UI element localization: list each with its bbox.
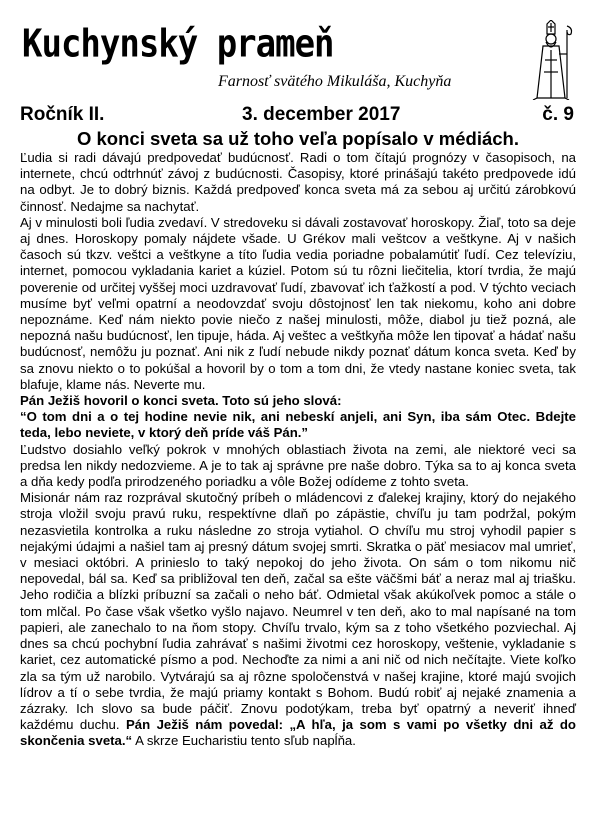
masthead-subtitle: Farnosť svätého Mikuláša, Kuchyňa	[218, 73, 452, 90]
quote: “O tom dni a o tej hodine nevie nik, ani nebeskí anjeli, ani Syn, iba sám Otec. Bdejte teda, lebo neviete, v ktorý deň príde váš Pán.”	[20, 409, 576, 441]
article-headline: O konci sveta sa už toho veľa popísalo v médiách.	[76, 128, 519, 149]
issue-volume: Ročník II.	[20, 104, 105, 125]
issue-info	[20, 104, 574, 126]
saint-nicholas-icon	[527, 20, 575, 100]
paragraph-bold: Pán Ježiš hovoril o konci sveta. Toto sú jeho slová:	[20, 393, 342, 409]
paragraph: Ľudstvo dosiahlo veľký pokrok v mnohých oblastiach života na zemi, ale niektoré veci sa predsa len nikdy nedozvieme. A je to tak aj správne pre naše dobro. Týka sa to aj konca sveta a dňa kedy podľa prirodzeného poriadku a vôle Božej odídeme z tohto sveta.	[20, 441, 576, 490]
paragraph	[20, 490, 576, 749]
masthead-title: Kuchynský prameň	[22, 22, 334, 67]
article-body	[20, 150, 576, 750]
closing-quote: Pán Ježiš nám povedal: „A hľa, ja som s vami po všetky dni až do skončenia sveta.“	[20, 717, 576, 749]
issue-date: 3. december 2017	[242, 104, 401, 125]
paragraph: Aj v minulosti boli ľudia zvedaví. V stredoveku si dávali zostavovať horoskopy. Žiaľ, toto sa deje aj dnes. Horoskopy pomaly nájdete všade. U Grékov mali veštcov a veštkyne. Aj v našich časoch sú tkzv. veštci a veštkyne a títo ľudia vedia poriadne pobalamútiť ľudí. Cez televíziu, internet, pomocou vykladania kariet a kúziel. Potom sú tu rôzni liečitelia, ktorí tvrdia, že majú poverenie od určitej vyššej moci uzdravovať ľudí, zbavovať ich ťažkostí a pod. V týchto veciach musíme byť veľmi opatrní a neodovzdať svoju dôstojnosť len tak niekomu, koho ani dobre nepoznáme. Keď nám niekto povie niečo z našej minulosti, môže, diabol ju tiež pozná, ale nepozná našu budúcnosť, len tipuje, háda. Aj veštec a veštkyňa môže len tipovať a hádať našu budúcnosť, nemôžu ju poznať. Ani nik z ľudí nebude nikdy poznať dátum konca sveta. Keď by sa znovu niekto o to pokúšal a hovoril by o tom a tom dni, že vtedy nastane koniec sveta, tak blafuje, klame nás. Neverte mu.	[20, 214, 576, 392]
issue-number: č. 9	[542, 104, 574, 125]
paragraph-text: Misionár nám raz rozprával skutočný príbeh o mládencovi z ďalekej krajiny, ktorý do nejakého stroja vložil svoju pravú ruku, respektívne dlaň po zápästie, chvíľu ju tam podržal, pokým nezasvietila kontrolka a ruku následne zo stroja vytiahol. O chvíľu mu stroj vyhodil papier s nejakými údajmi a našiel tam aj presný dátum svojej smrti. Skratka o päť mesiacov mal umrieť, v mesiaci októbri. A prinieslo to taký nepokoj do jeho života. On sám o tom nikomu nič nepovedal, bál sa. Keď sa približoval ten deň, začal sa ešte väčšmi báť a neraz mal aj triašku. Jeho rodičia a blízki príbuzní sa začali o neho báť. Odmietal však akúkoľvek pomoc a stále o tom mlčal. Po čase však všetko vyšlo najavo. Neumrel v ten deň, ako to mal napísané na tom papieri, ale zanechalo to na ňom stopy. Chvíľu trvalo, kým sa z toho všetkého pozviechal. Aj dnes sa chcú pochybní ľudia zahrávať s našimi životmi cez horoskopy, veštenie, vykladanie s kariet, cez automatické písmo a pod. Nechoďte za nimi a ani nič od nich nečítajte. Viete koľko zla sa tým už narobilo. Vytvárajú sa aj rôzne spoločenstvá v našej krajine, ktoré majú svojich lídrov a tí o sebe tvrdia, že majú priamy kontakt s Bohom. Budú robiť aj nejaké znamenia a zázraky. Ich slovo sa bude páčiť. Znovu podotýkam, treba byť opatrný a neveriť ihneď každému duchu.	[20, 490, 576, 733]
paragraph-end: A skrze Eucharistiu tento sľub napĺňa.	[135, 733, 356, 749]
paragraph: Ľudia si radi dávajú predpovedať budúcnosť. Radi o tom čítajú prognózy v časopisoch, na internete, chcú odtrhnúť závoj z budúcnosti. Časopisy, ktoré prinášajú takéto predpovede idú na odbyt. Je to dobrý biznis. Každá predpoveď konca sveta má za sebou aj určitú zárobkovú činnosť. Nedajme sa nachytať.	[20, 150, 576, 214]
